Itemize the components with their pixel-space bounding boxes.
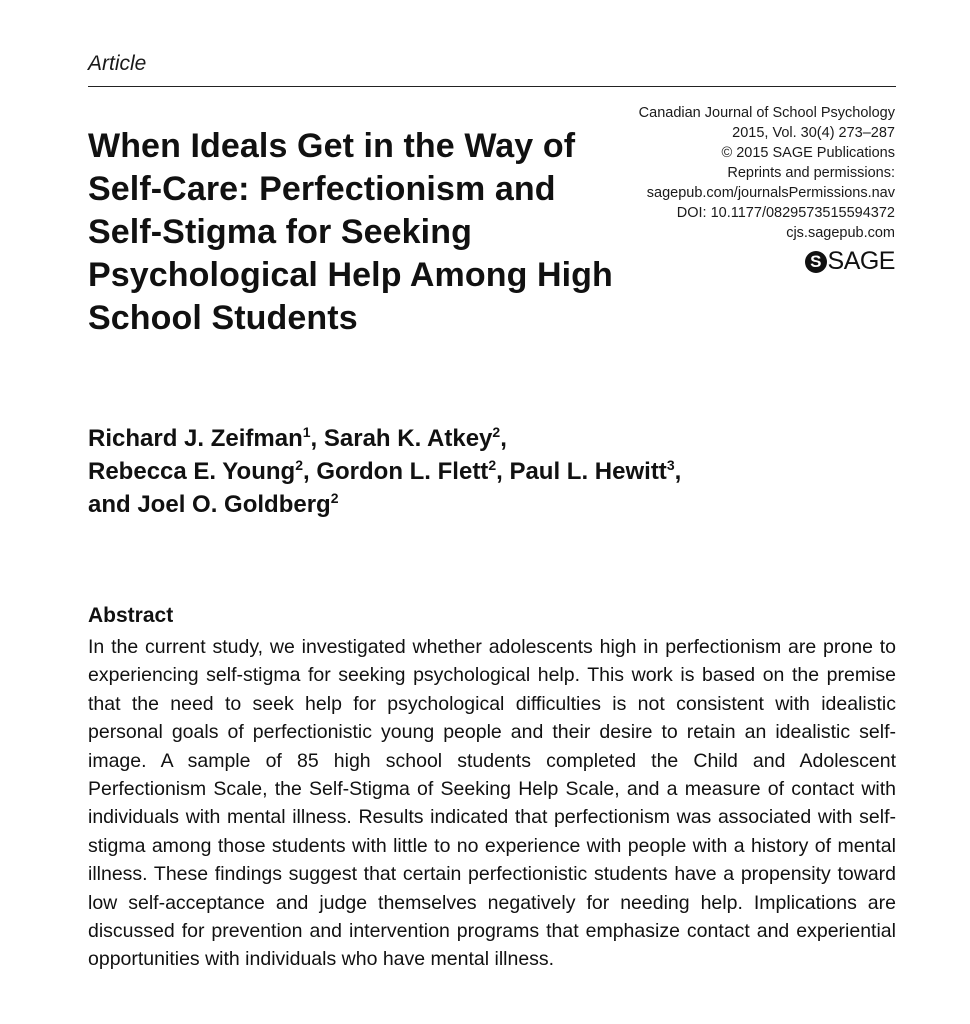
author-list [88, 422, 848, 521]
journal-name: Canadian Journal of School Psychology [638, 105, 895, 121]
article-title: When Ideals Get in the Way of Self-Care: Perfectionism and Self-Stigma for Seeking Psychological Help Among High School Students [88, 127, 613, 337]
author-affiliation: 1 [302, 424, 311, 440]
author-line-2 [88, 455, 848, 488]
author-affiliation: 2 [488, 457, 497, 473]
author-affiliation: 2 [295, 457, 303, 473]
author-affiliation: 3 [666, 457, 675, 473]
author-name: Gordon L. Flett [316, 458, 489, 485]
journal-permissions-url[interactable]: sagepub.com/journalsPermissions.nav [646, 185, 895, 201]
journal-reprints: Reprints and permissions: [727, 165, 895, 181]
section-label: Article [88, 52, 147, 75]
journal-info [595, 103, 895, 243]
abstract-text: In the current study, we investigated whether adolescents high in perfectionism are prone to experiencing self-stigma for seeking psychological help. This work is based on the premise that the need to seek help for psychological difficulties is not consistent with idealistic personal goals of perfectionistic young people and their desire to retain an idealistic self-image. A sample of 85 high school students completed the Child and Adolescent Perfectionism Scale, the Self-Stigma of Seeking Help Scale, and a measure of contact with individuals with mental illness. Results indicated that perfectionism was associated with self-stigma among those students with little to no experience with people with a history of mental illness. These findings suggest that certain perfectionistic students have a propensity toward low self-acceptance and judge themselves negatively for needing help. Implications are discussed for prevention and intervention programs that emphasize contact and experiential opportunities with individuals who have mental illness. [88, 636, 896, 971]
author-line-3 [88, 488, 848, 521]
author-name: and Joel O. Goldberg [88, 491, 331, 518]
author-affiliation: 2 [492, 424, 501, 440]
journal-website[interactable]: cjs.sagepub.com [786, 225, 895, 241]
sage-s-icon: S [805, 251, 827, 273]
author-name: Rebecca E. Young [88, 458, 296, 485]
author-line-1 [88, 422, 848, 455]
author-separator: , [310, 425, 324, 452]
author-separator: , [674, 458, 682, 485]
sage-logo [805, 247, 895, 276]
author-name: Sarah K. Atkey [323, 425, 493, 452]
sage-logo-text: SAGE [827, 247, 895, 275]
journal-copyright: © 2015 SAGE Publications [721, 145, 895, 161]
author-separator: , [496, 458, 510, 485]
author-separator: , [500, 425, 507, 452]
author-separator: , [302, 458, 317, 485]
abstract-heading: Abstract [88, 604, 174, 627]
author-affiliation: 2 [330, 490, 339, 506]
header-rule [88, 86, 896, 87]
author-name: Paul L. Hewitt [509, 458, 667, 485]
journal-doi[interactable]: DOI: 10.1177/0829573515594372 [676, 205, 895, 221]
author-name: Richard J. Zeifman [88, 425, 303, 452]
journal-volume-pages: 2015, Vol. 30(4) 273–287 [732, 125, 895, 141]
